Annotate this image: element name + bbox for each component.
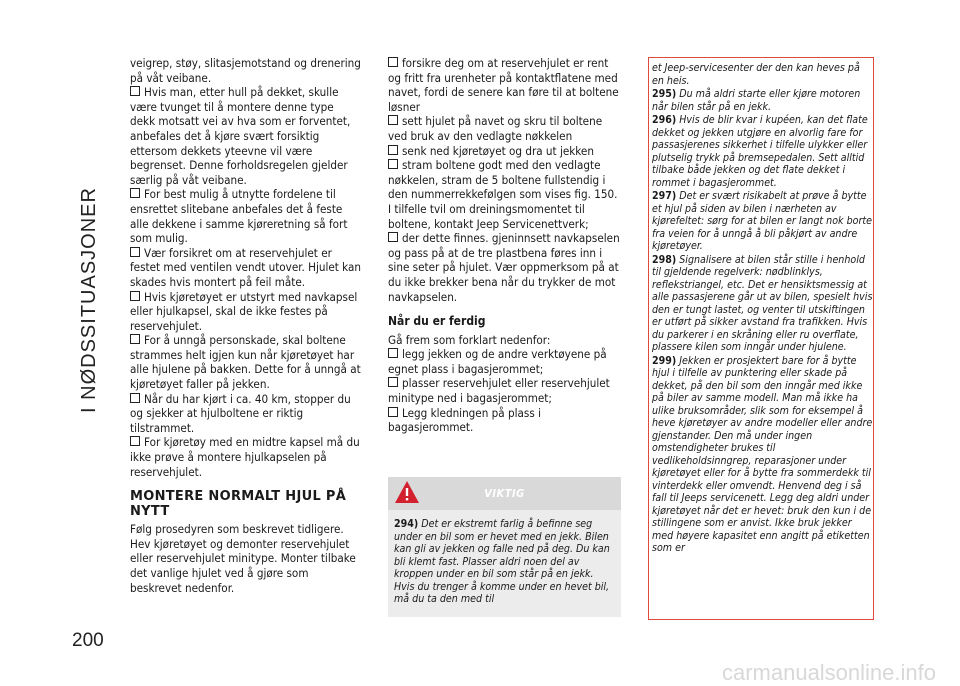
note-number: 294): [394, 518, 419, 530]
paragraph-intro: veigrep, støy, slitasjemotstand og drenering på våt veibane.: [130, 56, 361, 85]
warning-text: 294) Det er ekstremt farlig å befinne seg under en bil som er hevet med en jekk. Bilen kan gli av jekken og falle ned på deg. Du kan bli klemt fast. Plasser aldri noen del av kroppen under en bil som står på en jekk. Hvis du trenger å komme under en hevet bil, må du ta den med til: [394, 518, 610, 605]
paragraph-instructions: Gå frem som forklart nedenfor:: [388, 332, 551, 347]
note-number: 296): [652, 114, 677, 126]
bullet-item: stram boltene godt med den vedlagte nøkkelen, stram de 5 boltene fullstendig i den nummerrekkefølgen som vises fig. 150. I tilfelle tvil om dreiningsmomentet til boltene, kontakt Jeep Servicenettverk;: [388, 158, 618, 231]
bullet-item: sett hjulet på navet og skru til boltene ved bruk av den vedlagte nøkkelen: [388, 114, 603, 143]
bullet-item: For kjøretøy med en midtre kapsel må du ikke prøve å montere hjulkapselen på reservehjulet.: [130, 435, 360, 479]
checkbox-bullet-icon: [388, 377, 398, 387]
watermark: carmanualsonline.info: [721, 660, 936, 685]
bullet-item: Hvis man, etter hull på dekket, skulle være tvunget til å montere denne type dekk motsatt vei av hva som er forventet, anbefales det å kjøre svært forsiktig ettersom dekkets yteevne vil være begrenset. Denne forholdsregelen gjelder særlig på våt veibane.: [130, 85, 351, 187]
checkbox-bullet-icon: [130, 291, 140, 301]
bullet-item: forsikre deg om at reservehjulet er rent og fritt fra urenheter på kontaktflatene med navet, fordi de senere kan føre til at boltene løsner: [388, 56, 619, 114]
bullet-item: plasser reservehjulet eller reservehjulet minitype ned i bagasjerommet;: [388, 376, 610, 406]
checkbox-bullet-icon: [388, 115, 398, 125]
checkbox-bullet-icon: [130, 436, 140, 446]
text-column-2: [388, 56, 620, 435]
note-number: 298): [652, 253, 677, 266]
note-item: 295) Du må aldri starte eller kjøre motoren når bilen står på en jekk.: [652, 88, 861, 113]
note-item: 297) Det er svært risikabelt at prøve å bytte et hjul på siden av bilen i nærheten av kjørefeltet: sørg for at bilen er langt nok borte fra veien for å unngå å bli påkjørt av andre kjøretøyer.: [652, 190, 872, 252]
checkbox-bullet-icon: [130, 188, 140, 198]
warning-label: VIKTIG: [484, 487, 525, 500]
bullet-item: Legg kledningen på plass i bagasjerommet.: [388, 405, 541, 435]
note-item: 296) Hvis de blir kvar i kupéen, kan det flate dekket og jekken utgjøre en alvorlig fare for passasjerenes sikkerhet i tilfelle ulykker eller plutselig trykk på bremsepedalen. Sett alltid tilbake både jekken og det flate dekket i rommet i bagasjerommet.: [652, 114, 868, 189]
text-column-1: [130, 56, 362, 595]
paragraph-procedure: Følg prosedyren som beskrevet tidligere. Hev kjøretøyet og demonter reservehjulet eller reservehjulet minitype. Monter tilbake det vanlige hjulet ved å gjøre som beskrevet nedenfor.: [130, 522, 356, 595]
warning-box: [388, 477, 621, 617]
checkbox-bullet-icon: [388, 232, 398, 242]
bullet-item: Når du har kjørt i ca. 40 km, stopper du og sjekker at hjulboltene er riktig tilstrammet.: [130, 391, 351, 435]
bullet-item: legg jekken og de andre verktøyene på egnet plass i bagasjerommet;: [388, 347, 607, 376]
note-item: 298) Signalisere at bilen står stille i henhold til gjeldende regelverk: nødblinklys, reflekstriangel, etc. Det er hensiktsmessig at alle passasjerene går ut av bilen, spesielt hvis den er tungt lastet, og venter til utskiftingen er utført på sikker avstand fra trafikken. Hvis du parkerer i en skråning eller ru overflate, plassere kilen som inngår under hjulene.: [652, 253, 873, 353]
subsection-heading: Når du er ferdig: [388, 314, 486, 329]
checkbox-bullet-icon: [130, 334, 140, 344]
checkbox-bullet-icon: [388, 159, 398, 169]
bullet-item: Vær forsikret om at reservehjulet er festet med ventilen vendt utover. Hjulet kan skades hvis montert på feil måte.: [130, 245, 362, 289]
checkbox-bullet-icon: [130, 393, 140, 403]
checkbox-bullet-icon: [388, 407, 398, 417]
note-item: 299) Jekken er prosjektert bare for å bytte hjul i tilfelle av punktering eller skade på dekket, på den bil som den inngår med ikke på biler av samme modell. Man må ikke ha ulike bruksområder, slik som for eksempel å heve kjøretøyer av andre modeller eller andre gjenstander. Den må under ingen omstendigheter brukes til vedlikeholdsinngrep, reparasjoner under kjøretøyet eller for å bytte fra sommerdekk til vinterdekk eller omvendt. Henvend deg i så fall til Jeeps servicenett. Legg deg aldri under kjøretøyet når det er hevet: bruk den kun i de stillingene som er anvist. Ikke bruk jekker med høyere kapasitet enn angitt på etiketten som er: [652, 354, 873, 554]
section-title-vertical: I NØDSSITUASJONER: [78, 187, 100, 413]
section-heading: MONTERE NORMALT HJUL PÅ NYTT: [130, 489, 347, 520]
checkbox-bullet-icon: [130, 86, 140, 96]
checkbox-bullet-icon: [130, 247, 140, 257]
notes-box: [648, 57, 874, 620]
warning-header: [388, 477, 621, 510]
note-number: 295): [652, 88, 677, 100]
checkbox-bullet-icon: [388, 57, 398, 67]
checkbox-bullet-icon: [388, 145, 398, 155]
bullet-item: For best mulig å utnytte fordelene til ensrettet slitebane anbefales det å feste alle dekkene i samme kjøreretning så fort som mulig.: [130, 187, 348, 246]
bullet-item: Hvis kjøretøyet er utstyrt med navkapsel eller hjulkapsel, skal de ikke festes på reservehjulet.: [130, 289, 358, 333]
checkbox-bullet-icon: [388, 348, 398, 358]
page-number: 200: [72, 630, 104, 651]
note-intro: et Jeep-servicesenter der den kan heves på en heis.: [652, 62, 860, 87]
note-number: 297): [652, 190, 677, 202]
bullet-item: For å unngå personskade, skal boltene strammes helt igjen kun når kjøretøyet har alle hjulene på bakken. Dette for å unngå at kjøretøyet faller på jekken.: [130, 333, 361, 392]
bullet-item: senk ned kjøretøyet og dra ut jekken: [388, 144, 620, 159]
bullet-item: der dette finnes. gjeninnsett navkapselen og pass på at de tre plastbena føres inn i sine seter på hjulet. Vær oppmerksom på at du ikke brekker bena når du trykker de mot navkapselen.: [388, 231, 620, 304]
note-number: 299): [652, 354, 677, 367]
